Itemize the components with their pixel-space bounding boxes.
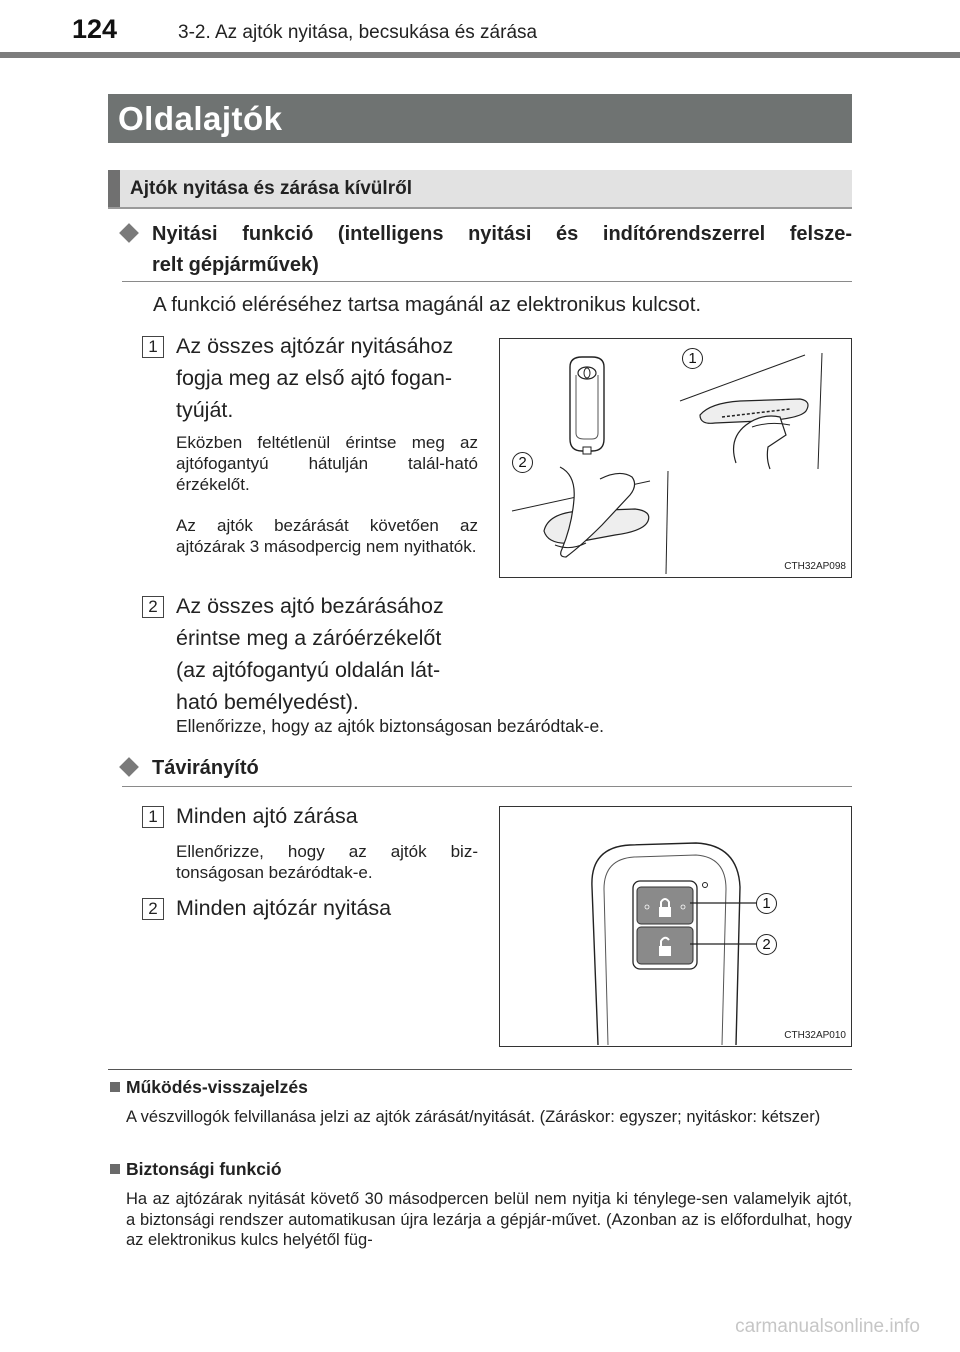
check-note: Ellenőrizze, hogy az ajtók biztonságosan bezáródtak-e. [176,716,605,736]
figure2-callout-1: 1 [756,893,777,914]
diamond-bullet-icon [119,757,139,777]
remote-step1-text: Minden ajtó zárása [176,804,358,828]
section1-heading-line2: relt gépjárművek) [152,254,319,276]
notes-divider [108,1069,852,1070]
section1-heading [152,219,852,281]
figure-remote-key [499,806,852,1047]
note1-text: A vészvillogók felvillanása jelzi az ajtók zárását/nyitását. (Záráskor: egyszer; nyitáskor: kétszer) [126,1108,821,1126]
section2-heading-rule [122,786,852,787]
unlock-button-icon [637,927,693,964]
step1-line: tyúját. [176,398,234,422]
remote-key-illustration [500,807,850,1045]
remote-step-number-2: 2 [142,898,164,920]
step1-line: fogja meg az első ajtó fogan- [176,366,453,390]
figure-door-handle [499,338,852,578]
figure1-code: CTH32AP098 [784,561,846,572]
step1-line: Az összes ajtózár nyitásához [176,334,454,358]
remote-step-number-1: 1 [142,806,164,828]
step2-line: érintse meg a záróérzékelőt [176,626,442,650]
step1-note2: Az ajtók bezárását követően az ajtózárak 3 másodpercig nem nyithatók. [176,516,478,556]
section1-heading-line1: Nyitási funkció (intelligens nyitási és indítórendszerrel felsze- [152,223,852,245]
subsection-title: Ajtók nyitása és zárása kívülről [108,170,852,208]
diamond-bullet-icon [119,223,139,243]
watermark: carmanualsonline.info [735,1316,920,1337]
section-title: Oldalajtók [108,94,852,143]
figure1-callout-1: 1 [682,348,703,369]
page-number: 124 [72,14,118,44]
lock-button-icon [637,887,693,924]
note1-title: Működés-visszajelzés [126,1077,308,1097]
section2-heading: Távirányító [152,757,259,779]
subsection-underline [108,207,852,209]
step-number-2: 2 [142,596,164,618]
header-divider [0,52,960,58]
remote-step1-note: Ellenőrizze, hogy az ajtók biz-tonságosan bezáródtak-e. [176,842,478,882]
square-bullet-icon [110,1164,120,1174]
note2-text: Ha az ajtózárak nyitását követő 30 másodpercen belül nem nyitja ki ténylege-sen valamelyik ajtót, a biztonsági rendszer automatikusan újra lezárja a gépjár-művet. (Azonban az is előfordulhat, hogy az elektronikus kulcs helyétől füg- [126,1190,852,1249]
door-handle-illustration [500,339,850,576]
smart-key-icon [570,357,604,454]
remote-step2-text: Minden ajtózár nyitása [176,896,392,920]
figure2-callout-2: 2 [756,934,777,955]
figure2-code: CTH32AP010 [784,1030,846,1041]
step-number-1: 1 [142,336,164,358]
chapter-title: 3-2. Az ajtók nyitása, becsukása és zárása [178,22,538,43]
step1-text [176,330,476,426]
note2-title: Biztonsági funkció [126,1159,282,1179]
section1-intro: A funkció eléréséhez tartsa magánál az elektronikus kulcsot. [153,293,702,316]
step2-line: Az összes ajtó bezárásához [176,594,444,618]
figure1-callout-2: 2 [512,452,533,473]
square-bullet-icon [110,1082,120,1092]
section1-heading-rule [122,281,852,282]
step2-line: (az ajtófogantyú oldalán lát- [176,658,441,682]
step1-note1: Eközben feltétlenül érintse meg az ajtófogantyú hátulján talál-ható érzékelőt. [176,433,478,494]
step2-line: ható bemélyedést). [176,690,359,714]
step2-text [176,590,476,718]
